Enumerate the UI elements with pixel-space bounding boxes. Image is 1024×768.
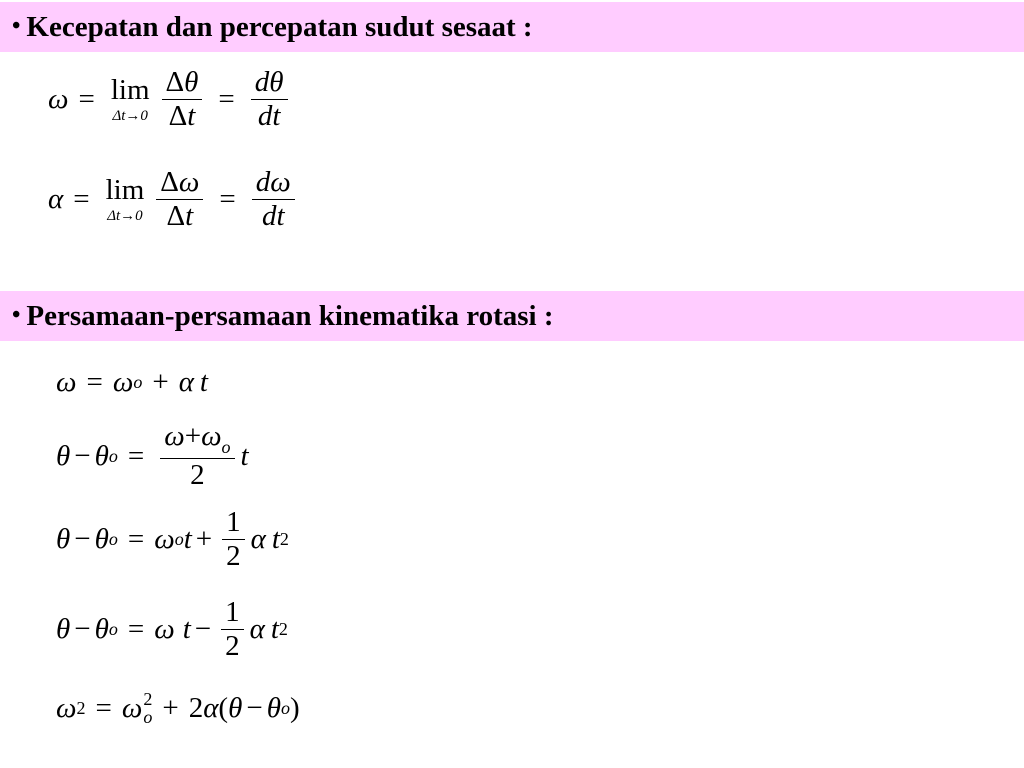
fraction-delta-theta-over-delta-t [162,66,203,134]
t-symbol: t [271,523,280,556]
equals-sign: = [95,691,112,724]
heading-text: Persamaan-persamaan kinematika rotasi : [26,300,554,332]
heading-text: Kecepatan dan percepatan sudut sesaat : [26,11,533,43]
lim-word: lim [105,174,145,207]
minus-sign: − [74,439,91,472]
d-symbol: d [257,100,273,133]
t-symbol: t [276,200,285,233]
equals-sign: = [78,83,95,116]
subscript-o: o [133,372,143,392]
limit-operator [111,75,150,124]
alpha-symbol: α [250,523,266,556]
minus-sign: − [74,523,91,556]
delta-symbol: Δ [160,166,179,198]
omega-symbol: ω [270,166,291,198]
bullet-icon: • [12,302,21,328]
subscript-o: o [221,437,231,457]
omega-symbol: ω [112,366,134,398]
kinematics-equation-4 [56,596,288,664]
superscript-two: 2 [279,529,289,550]
equals-sign: = [219,183,236,216]
subscript-o: o [108,619,118,640]
equals-sign: = [218,83,235,116]
alpha-symbol: α [178,366,194,398]
delta-symbol: Δ [168,100,188,133]
subscript-o: o [108,529,118,550]
omega-symbol: ω [164,420,185,452]
t-symbol: t [199,366,208,398]
numerator-one: 1 [225,596,240,628]
d-symbol: d [254,66,270,98]
subscript-o: o [143,707,153,727]
omega-symbol: ω [48,83,69,116]
superscript-two: 2 [278,619,288,640]
coefficient-two: 2 [188,691,204,724]
plus-sign: + [195,523,213,556]
t-symbol: t [185,200,194,233]
theta-symbol: θ [56,523,71,556]
denominator-two: 2 [225,630,240,663]
subscript-o: o [174,529,184,550]
equation-angular-velocity [48,66,294,134]
lim-subscript: Δt→0 [112,108,148,125]
t-symbol: t [240,439,249,472]
theta-symbol: θ [94,613,109,646]
equals-sign: = [127,613,145,646]
minus-sign: − [194,613,212,646]
right-paren: ) [289,691,300,724]
theta-symbol: θ [94,523,109,556]
limit-operator [106,175,145,224]
t-symbol: t [187,100,196,133]
kinematics-equation-5 [56,690,300,726]
omega-symbol: ω [154,613,175,646]
kinematics-equation-1 [56,366,208,399]
omega-symbol: ω [178,166,200,198]
kinematics-equation-2 [56,420,249,492]
d-symbol: d [255,166,271,198]
numerator-one: 1 [226,506,241,538]
equals-sign: = [86,366,103,398]
subscript-o: o [280,697,290,718]
omega-symbol: ω [56,691,77,724]
lim-subscript: Δt→0 [107,208,143,225]
fraction-omega-sum-over-two [160,420,234,492]
equals-sign: = [127,439,145,472]
section-header-rotational-kinematics [0,291,1024,341]
alpha-symbol: α [249,613,265,646]
theta-symbol: θ [184,66,199,98]
fraction-one-half [222,506,245,574]
t-symbol: t [183,523,192,556]
subscript-o: o [108,445,118,466]
omega-symbol: ω [56,366,77,398]
lim-word: lim [110,74,150,107]
theta-symbol: θ [56,439,71,472]
t-symbol: t [270,613,279,646]
t-symbol: t [272,100,281,133]
theta-symbol: θ [56,613,71,646]
section-header-angular-velocity [0,2,1024,52]
equation-angular-acceleration [48,166,301,234]
theta-symbol: θ [94,439,109,472]
equals-sign: = [73,183,90,216]
minus-sign: − [74,613,91,646]
fraction-delta-omega-over-delta-t [156,166,203,234]
denominator-two: 2 [190,458,205,491]
delta-symbol: Δ [166,200,186,233]
omega-symbol: ω [154,523,175,556]
fraction-one-half [221,596,244,664]
d-symbol: d [261,200,277,233]
plus-sign: + [162,691,179,724]
equals-sign: = [127,523,145,556]
alpha-symbol: α [203,691,219,724]
superscript-two: 2 [76,697,86,718]
section-heading [12,11,533,44]
t-symbol: t [182,613,191,646]
minus-sign: − [246,691,263,724]
theta-symbol: θ [228,691,243,724]
omega-symbol: ω [121,691,143,724]
plus-sign: + [152,366,169,398]
superscript-two: 2 [143,689,153,709]
denominator-two: 2 [226,540,241,573]
section-heading [12,300,553,333]
fraction-d-omega-over-dt [252,166,295,234]
theta-symbol: θ [269,66,284,98]
fraction-d-theta-over-dt [251,66,288,134]
bullet-icon: • [12,13,21,39]
left-paren: ( [218,691,229,724]
plus-sign: + [184,420,202,452]
omega-symbol: ω [201,420,222,452]
theta-symbol: θ [266,691,281,724]
delta-symbol: Δ [165,66,185,98]
alpha-symbol: α [48,183,64,216]
kinematics-equation-3 [56,506,289,574]
